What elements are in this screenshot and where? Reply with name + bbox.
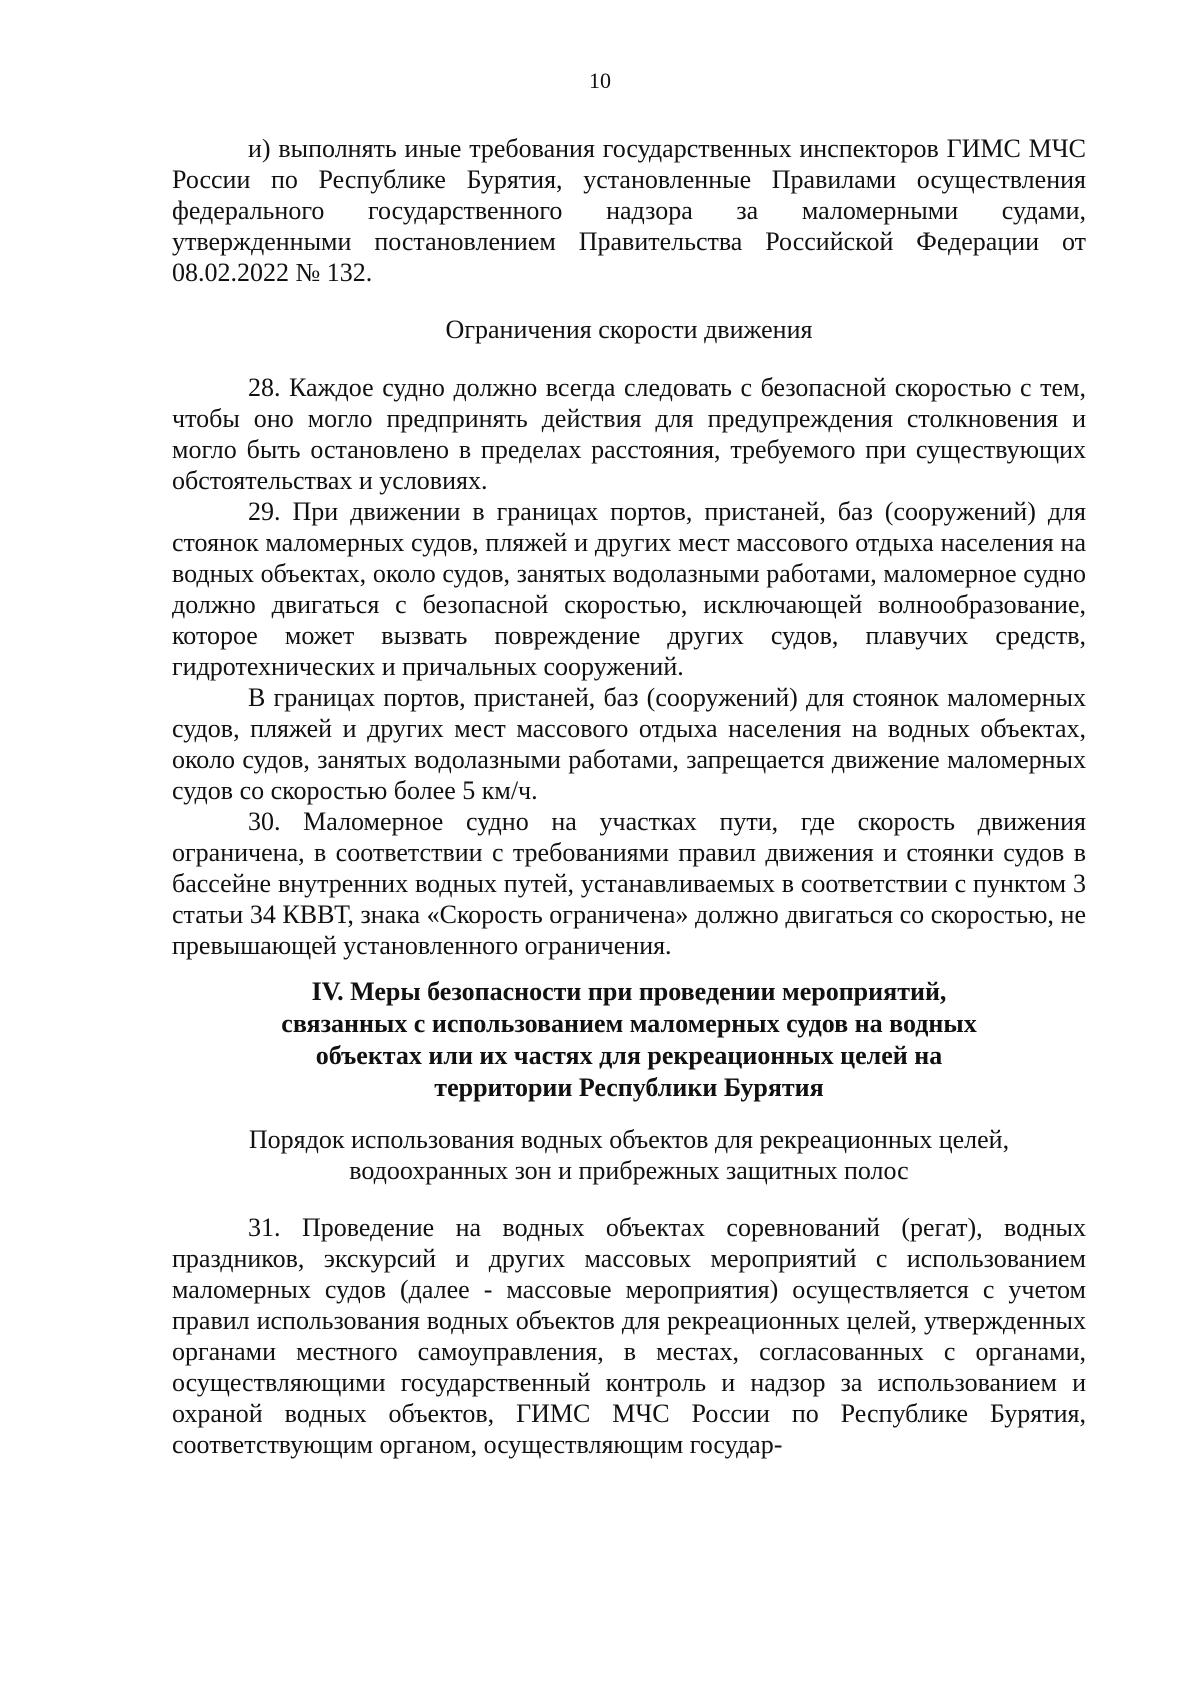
paragraph-i: и) выполнять иные требования государственных инспекторов ГИМС МЧС России по Республике Бурятия, установленные Правилами осуществления федерального государственного надзора за маломерными судами, утвержденными постановлением Правительства Российской Федерации от 08.02.2022 № 132. (172, 134, 1086, 287)
subheading-speed-limits: Ограничения скорости движения (445, 315, 813, 344)
section-heading-line-1: IV. Меры безопасности при проведении мероприятий, (311, 977, 947, 1006)
paragraph-29-continued: В границах портов, пристаней, баз (сооружений) для стоянок маломерных судов, пляжей и других мест массового отдыха населения на водных объектах, около судов, занятых водолазными работами, запрещается движение маломерных судов со скоростью более 5 км/ч. (172, 683, 1086, 805)
paragraph-block-speed (172, 372, 1086, 961)
paragraph-28: 28. Каждое судно должно всегда следовать с безопасной скоростью с тем, чтобы оно могло предпринять действия для предупреждения столкновения и могло быть остановлено в пределах расстояния, требуемого при существующих обстоятельствах и условиях. (172, 373, 1086, 495)
subheading-usage-line-1: Порядок использования водных объектов для рекреационных целей, (248, 1125, 1010, 1154)
section-heading-iv (172, 976, 1086, 1104)
paragraph-29: 29. При движении в границах портов, пристаней, баз (сооружений) для стоянок маломерных судов, пляжей и других мест массового отдыха населения на водных объектах, около судов, занятых водолазными работами, маломерное судно должно двигаться с безопасной скоростью, исключающей волнообразование, которое может вызвать повреждение других судов, плавучих средств, гидротехнических и причальных сооружений. (172, 497, 1086, 681)
section-heading-line-4: территории Республики Бурятия (434, 1073, 824, 1102)
subheading-usage-line-2: водоохранных зон и прибрежных защитных полос (349, 1156, 909, 1185)
page-number: 10 (589, 68, 611, 93)
section-heading-line-3: объектах или их частях для рекреационных целей на (315, 1041, 943, 1070)
paragraph-block-top (172, 133, 1086, 288)
section-heading-line-2: связанных с использованием маломерных судов на водных (281, 1009, 977, 1038)
paragraph-31: 31. Проведение на водных объектах соревнований (регат), водных праздников, экскурсий и других массовых мероприятий с использованием маломерных судов (далее - массовые мероприятия) осуществляется с учетом правил использования водных объектов для рекреационных целей, утвержденных органами местного самоуправления, в местах, согласованных с органами, осуществляющими государственный контроль и надзор за использованием и охраной водных объектов, ГИМС МЧС России по Республике Бурятия, соответствующим органом, осуществляющим государ- (172, 1213, 1086, 1459)
subheading-usage-order (172, 1124, 1086, 1186)
paragraph-30: 30. Маломерное судно на участках пути, где скорость движения ограничена, в соответствии с требованиями правил движения и стоянки судов в бассейне внутренних водных путей, устанавливаемых в соответствии с пунктом 3 статьи 34 КВВТ, знака «Скорость ограничена» должно двигаться со скоростью, не превышающей установленного ограничения. (172, 807, 1086, 960)
paragraph-block-bottom (172, 1212, 1086, 1460)
